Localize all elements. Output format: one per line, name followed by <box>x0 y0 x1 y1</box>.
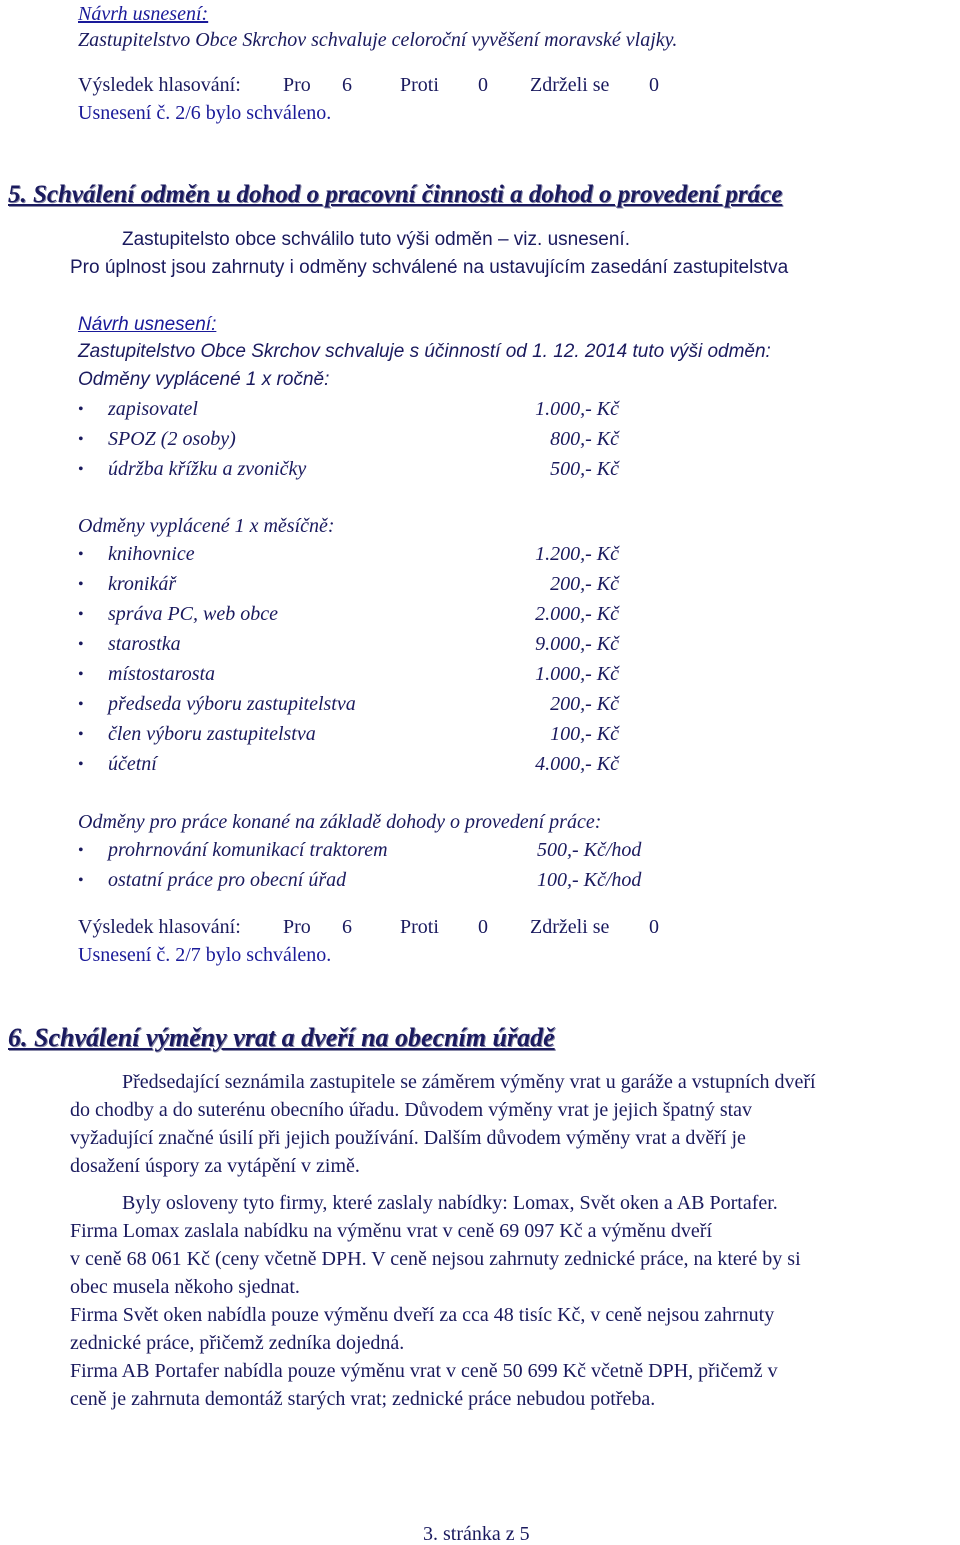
item-amount: 200,- Kč <box>550 693 619 715</box>
section-5-proposal-label: Návrh usnesení: <box>78 314 217 335</box>
item-amount: 200,- Kč <box>550 573 619 595</box>
bullet-icon: • <box>78 696 84 713</box>
item-name: místostarosta <box>108 663 216 685</box>
paragraph-line: obec musela někoho sjednat. <box>70 1276 300 1298</box>
vote-proti-count: 0 <box>478 916 488 938</box>
bullet-icon: • <box>78 636 84 653</box>
bullet-icon: • <box>78 576 84 593</box>
yearly-title: Odměny vyplácené 1 x ročně: <box>78 369 330 390</box>
monthly-title: Odměny vyplácené 1 x měsíčně: <box>78 515 335 537</box>
vote-proti-count: 0 <box>478 74 488 96</box>
item-name: kronikář <box>108 573 177 595</box>
paragraph-line: do chodby a do suterénu obecního úřadu. Důvodem výměny vrat je jejich špatný stav <box>70 1099 753 1121</box>
item-name: správa PC, web obce <box>108 603 278 625</box>
bullet-icon: • <box>78 842 84 859</box>
vote-zdrzeli-count: 0 <box>649 916 659 938</box>
bullet-icon: • <box>78 461 84 478</box>
bullet-icon: • <box>78 666 84 683</box>
resolution-status: Usnesení č. 2/7 bylo schváleno. <box>78 944 332 966</box>
item-amount: 4.000,- Kč <box>535 753 619 775</box>
bullet-icon: • <box>78 726 84 743</box>
paragraph-line: zednické práce, přičemž zedníka dojedná. <box>70 1332 405 1354</box>
vote-zdrzeli-label: Zdrželi se <box>530 74 610 96</box>
bullet-icon: • <box>78 546 84 563</box>
item-name: prohrnování komunikací traktorem <box>108 839 388 861</box>
item-name: člen výboru zastupitelstva <box>108 723 316 745</box>
item-amount: 1.200,- Kč <box>535 543 619 565</box>
item-amount: 500,- Kč/hod <box>537 839 642 861</box>
paragraph-line: v ceně 68 061 Kč (ceny včetně DPH. V ceně nejsou zahrnuty zednické práce, na které by si <box>70 1248 801 1270</box>
vote-proti-label: Proti <box>400 74 439 96</box>
bullet-icon: • <box>78 872 84 889</box>
section-5-proposal-text: Zastupitelstvo Obce Skrchov schvaluje s účinností od 1. 12. 2014 tuto výši odměn: <box>78 341 771 362</box>
item-name: starostka <box>108 633 181 655</box>
item-name: předseda výboru zastupitelstva <box>108 693 356 715</box>
vote-zdrzeli-label: Zdrželi se <box>530 916 610 938</box>
item-name: zapisovatel <box>108 398 198 420</box>
vote-label: Výsledek hlasování: <box>78 74 241 96</box>
paragraph-line: vyžadující značné úsilí při jejich používání. Dalším důvodem výměny vrat a dvěří je <box>70 1127 746 1149</box>
item-amount: 800,- Kč <box>550 428 619 450</box>
item-amount: 100,- Kč <box>550 723 619 745</box>
section-6-heading: 6. Schválení výměny vrat a dveří na obecním úřadě <box>8 1023 555 1052</box>
section-5-intro-1: Zastupitelsto obce schválilo tuto výši odměn – viz. usnesení. <box>122 229 630 250</box>
page-number: 3. stránka z 5 <box>423 1523 530 1545</box>
dpp-title: Odměny pro práce konané na základě dohody o provedení práce: <box>78 811 602 833</box>
vote-proti-label: Proti <box>400 916 439 938</box>
proposal-label: Návrh usnesení: <box>78 3 209 25</box>
item-amount: 500,- Kč <box>550 458 619 480</box>
vote-pro-label: Pro <box>283 74 311 96</box>
paragraph-line: Byly osloveny tyto firmy, které zaslaly nabídky: Lomax, Svět oken a AB Portafer. <box>122 1192 778 1214</box>
proposal-text: Zastupitelstvo Obce Skrchov schvaluje celoroční vyvěšení moravské vlajky. <box>78 29 678 51</box>
paragraph-line: Firma Svět oken nabídla pouze výměnu dveří za cca 48 tisíc Kč, v ceně nejsou zahrnuty <box>70 1304 775 1326</box>
bullet-icon: • <box>78 401 84 418</box>
paragraph-line: ceně je zahrnuta demontáž starých vrat; zednické práce nebudou potřeba. <box>70 1388 656 1410</box>
paragraph-line: Firma Lomax zaslala nabídku na výměnu vrat v ceně 69 097 Kč a výměnu dveří <box>70 1220 713 1242</box>
vote-label: Výsledek hlasování: <box>78 916 241 938</box>
vote-zdrzeli-count: 0 <box>649 74 659 96</box>
item-name: údržba křížku a zvoničky <box>108 458 307 480</box>
item-amount: 1.000,- Kč <box>535 663 619 685</box>
bullet-icon: • <box>78 756 84 773</box>
item-amount: 1.000,- Kč <box>535 398 619 420</box>
vote-pro-label: Pro <box>283 916 311 938</box>
section-5-intro-2: Pro úplnost jsou zahrnuty i odměny schválené na ustavujícím zasedání zastupitelstva <box>70 257 789 278</box>
item-name: účetní <box>108 753 157 775</box>
vote-pro-count: 6 <box>342 74 352 96</box>
paragraph-line: Předsedající seznámila zastupitele se záměrem výměny vrat u garáže a vstupních dveří <box>122 1071 816 1093</box>
vote-pro-count: 6 <box>342 916 352 938</box>
item-amount: 100,- Kč/hod <box>537 869 642 891</box>
item-amount: 9.000,- Kč <box>535 633 619 655</box>
section-5-heading: 5. Schválení odměn u dohod o pracovní činnosti a dohod o provedení práce <box>8 181 783 208</box>
item-name: ostatní práce pro obecní úřad <box>108 869 347 891</box>
item-name: knihovnice <box>108 543 195 565</box>
resolution-status: Usnesení č. 2/6 bylo schváleno. <box>78 102 332 124</box>
item-amount: 2.000,- Kč <box>535 603 619 625</box>
item-name: SPOZ (2 osoby) <box>108 428 236 450</box>
bullet-icon: • <box>78 431 84 448</box>
paragraph-line: dosažení úspory za vytápění v zimě. <box>70 1155 360 1177</box>
bullet-icon: • <box>78 606 84 623</box>
paragraph-line: Firma AB Portafer nabídla pouze výměnu vrat v ceně 50 699 Kč včetně DPH, přičemž v <box>70 1360 778 1382</box>
